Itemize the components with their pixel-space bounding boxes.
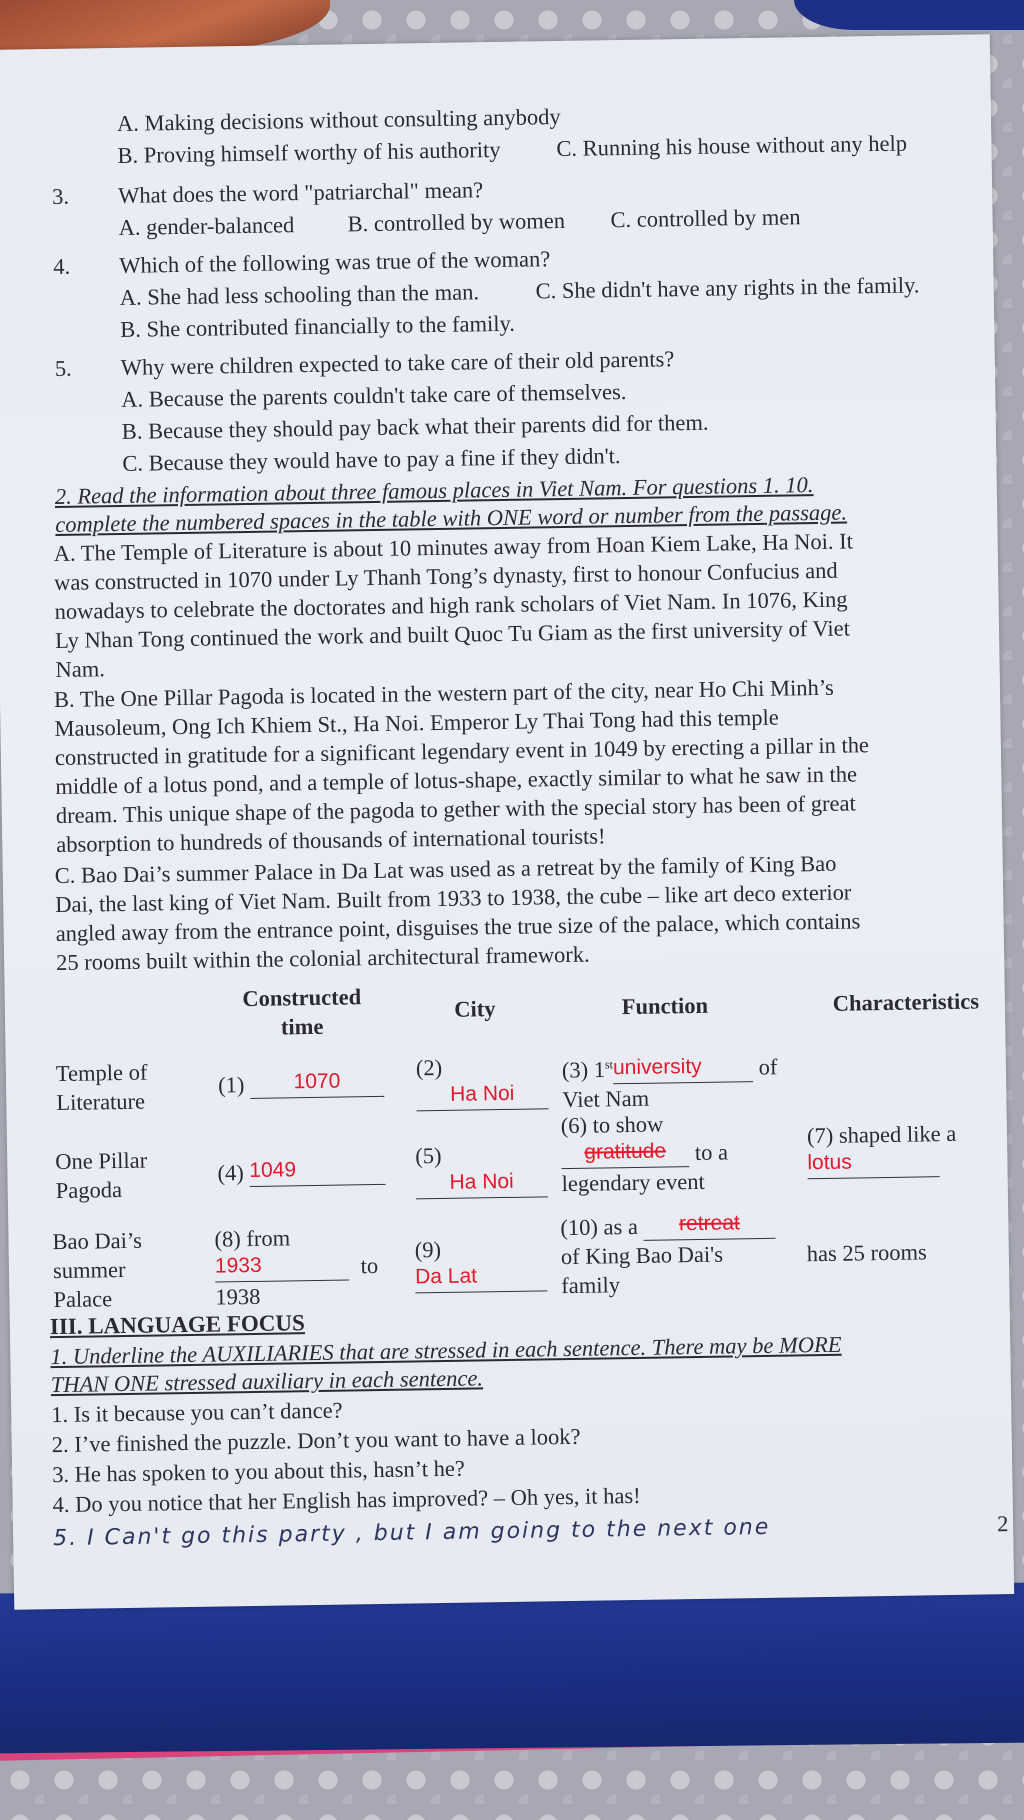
blank-number-1: (1) <box>217 1072 245 1098</box>
row3-place-line1: Bao Dai’s <box>52 1227 143 1255</box>
row2-place-line1: One Pillar <box>55 1147 148 1175</box>
exercise-item-1: 1. Is it because you can’t dance? <box>51 1397 343 1428</box>
row3-characteristics-cell: has 25 rooms <box>806 1239 928 1267</box>
ordinal-suffix: st <box>604 1057 614 1072</box>
answer-10: retreat <box>678 1211 740 1236</box>
row2-city-cell <box>415 1139 548 1199</box>
passage-c-line: angled away from the entrance point, disguises the true size of the palace, which contains <box>55 908 861 947</box>
q5-text: Why were children expected to take care of their old parents? <box>120 346 675 380</box>
blank-5[interactable] <box>415 1170 547 1199</box>
exercise-item-3: 3. He has spoken to you about this, hasn’t he? <box>51 1455 465 1488</box>
row1-place <box>56 1058 148 1117</box>
row1-function-cell <box>562 1048 778 1114</box>
q3-number: 3. <box>51 183 70 209</box>
answer-2: Ha Noi <box>449 1081 515 1106</box>
passage-c-line: 25 rooms built within the colonial architectural framework. <box>55 941 590 976</box>
passage-a-line: Nam. <box>55 656 106 682</box>
row3-function-cell <box>560 1210 776 1300</box>
passage-b <box>54 672 871 859</box>
q5-option-c: C. Because they would have to pay a fine if they didn't. <box>122 443 621 476</box>
row3-year-end: 1938 <box>215 1283 261 1310</box>
q3-option-a: A. gender-balanced <box>118 212 295 240</box>
row2-place <box>55 1146 148 1205</box>
blank-8[interactable] <box>215 1253 349 1282</box>
answer-9: Da Lat <box>414 1264 478 1289</box>
row2-place-line2: Pagoda <box>55 1177 123 1204</box>
handwritten-answer-5: 5. I Can't go this party , but I am going to the next one <box>53 1514 771 1552</box>
passage-b-line: absorption to hundreds of thousands of international tourists! <box>56 823 606 858</box>
passage-c-line: Dai, the last king of Viet Nam. Built from 1933 to 1938, the cube – like art deco exterior <box>55 879 852 918</box>
row3-place <box>52 1226 143 1314</box>
passage-a-line: Ly Nhan Tong continued the work and built Quoc Tu Giam as the first university of Viet <box>54 615 851 653</box>
header-constructed-line1: Constructed <box>242 984 362 1012</box>
q5-option-a: A. Because the parents couldn't take care of themselves. <box>121 378 627 412</box>
blank-4[interactable] <box>249 1158 385 1187</box>
passage-b-line: B. The One Pillar Pagoda is located in the western part of the city, near Ho Chi Minh’s <box>53 674 834 713</box>
answer-8: 1933 <box>214 1253 262 1278</box>
section3-title: III. LANGUAGE FOCUS <box>49 1310 306 1340</box>
blank-number-5: (5) <box>415 1142 442 1169</box>
passage-a-line: nowadays to celebrate the doctorates and high rank scholars of Viet Nam. In 1076, King <box>54 586 848 624</box>
row2-characteristics-line1: (7) shaped like a <box>806 1120 957 1149</box>
blank-3[interactable] <box>613 1055 753 1084</box>
section3-instruction-line2: THAN ONE stressed auxiliary in each sentence. <box>50 1365 484 1398</box>
section3-instruction-line1: 1. Underline the AUXILIARIES that are stressed in each sentence. There may be MORE <box>50 1331 842 1370</box>
worksheet-page <box>0 34 1014 1610</box>
blank-number-8: (8) from <box>214 1225 291 1252</box>
row1-place-line1: Temple of <box>55 1059 148 1087</box>
q4-text: Which of the following was true of the woman? <box>119 246 551 278</box>
exercise-item-4: 4. Do you notice that her English has improved? – Oh yes, it has! <box>52 1482 641 1518</box>
row1-constructed-cell <box>218 1068 384 1100</box>
passage-b-line: middle of a lotus pond, and a temple of lotus-shape, exactly similar to what he saw in the <box>55 761 858 800</box>
background-blue-cloth <box>794 0 1024 30</box>
row2-function-to-a: to a <box>694 1139 729 1166</box>
blank-1[interactable] <box>250 1070 384 1099</box>
blank-6[interactable] <box>561 1140 689 1169</box>
q5-option-b: B. Because they should pay back what their parents did for them. <box>121 409 709 444</box>
answer-5: Ha Noi <box>449 1169 514 1194</box>
q4-option-c: C. She didn't have any rights in the family. <box>535 272 920 304</box>
blank-9[interactable] <box>415 1264 547 1293</box>
row3-function-line3: family <box>561 1272 621 1299</box>
blank-number-2: (2) <box>415 1054 443 1081</box>
passage-a-line: A. The Temple of Literature is about 10 minutes away from Hoan Kiem Lake, Ha Noi. It <box>53 528 854 567</box>
row2-function-line3: legendary event <box>561 1168 705 1197</box>
blank-number-9: (9) <box>414 1237 442 1263</box>
row1-function-line2: Viet Nam <box>562 1085 650 1112</box>
row2-function-line1: (6) to show <box>560 1111 664 1139</box>
passage-c-line: C. Bao Dai’s summer Palace in Da Lat was used as a retreat by the family of King Bao <box>54 850 837 889</box>
blank-number-4: (4) <box>217 1160 244 1186</box>
passage-a-line: was constructed in 1070 under Ly Thanh Tong’s dynasty, first to honour Confucius and <box>53 557 838 596</box>
passage-c <box>55 848 861 977</box>
q2-option-c: C. Running his house without any help <box>556 130 908 162</box>
blank-number-3: (3) 1 <box>561 1056 606 1083</box>
row3-place-line3: Palace <box>53 1286 113 1313</box>
q4-number: 4. <box>53 253 71 279</box>
answer-6: gratitude <box>584 1139 667 1164</box>
row1-function-of: of <box>758 1054 778 1080</box>
answer-3: university <box>612 1054 702 1079</box>
answer-1: 1070 <box>293 1069 341 1094</box>
q3-text: What does the word "patriarchal" mean? <box>117 177 484 208</box>
header-characteristics: Characteristics <box>832 988 980 1016</box>
q4-option-b: B. She contributed financially to the family. <box>120 310 516 342</box>
row3-constructed-cell <box>214 1222 378 1312</box>
header-constructed-line2: time <box>280 1013 324 1040</box>
row2-characteristics-cell <box>807 1119 957 1179</box>
q2-option-a: A. Making decisions without consulting anybody <box>116 103 561 136</box>
blank-number-10: (10) as a <box>560 1213 639 1241</box>
row2-constructed-cell <box>217 1156 385 1188</box>
section2-instruction-line1: 2. Read the information about three famous places in Viet Nam. For questions 1. 10. <box>54 472 814 509</box>
q3-option-c: C. controlled by men <box>610 204 801 233</box>
answer-7: lotus <box>807 1150 852 1175</box>
q5-number: 5. <box>54 355 72 381</box>
passage-b-line: constructed in gratitude for a significant legendary event in 1049 by erecting a pillar in the <box>54 732 870 771</box>
q2-option-b: B. Proving himself worthy of his authority <box>117 136 501 168</box>
exercise-item-2: 2. I’ve finished the puzzle. Don’t you want to have a look? <box>51 1423 581 1458</box>
header-city: City <box>454 996 496 1022</box>
page-number: 2 <box>996 1511 1009 1537</box>
passage-a <box>53 526 854 684</box>
passage-b-line: dream. This unique shape of the pagoda to gether with the special story has been of great <box>55 790 856 829</box>
row3-function-line2: of King Bao Dai's <box>560 1241 724 1270</box>
blank-10[interactable] <box>643 1212 775 1241</box>
blue-folder-cover <box>0 1583 1024 1754</box>
q4-option-a: A. She had less schooling than the man. <box>119 279 480 310</box>
header-constructed-time <box>227 982 378 1042</box>
row3-city-cell <box>414 1233 547 1293</box>
blank-7[interactable] <box>807 1150 939 1179</box>
section2-instruction-line2: complete the numbered spaces in the table with ONE word or number from the passage. <box>55 499 848 537</box>
blank-2[interactable] <box>416 1082 548 1111</box>
row3-place-line2: summer <box>52 1256 126 1284</box>
row2-function-cell <box>561 1108 729 1198</box>
row3-to: to <box>360 1253 379 1279</box>
passage-b-line: Mausoleum, Ong Ich Khiem St., Ha Noi. Emperor Ly Thai Tong had this temple <box>54 704 779 742</box>
row1-place-line2: Literature <box>56 1088 146 1116</box>
answer-4: 1049 <box>249 1158 297 1183</box>
header-function: Function <box>621 992 709 1020</box>
row1-city-cell <box>416 1051 549 1111</box>
q3-option-b: B. controlled by women <box>347 207 566 237</box>
